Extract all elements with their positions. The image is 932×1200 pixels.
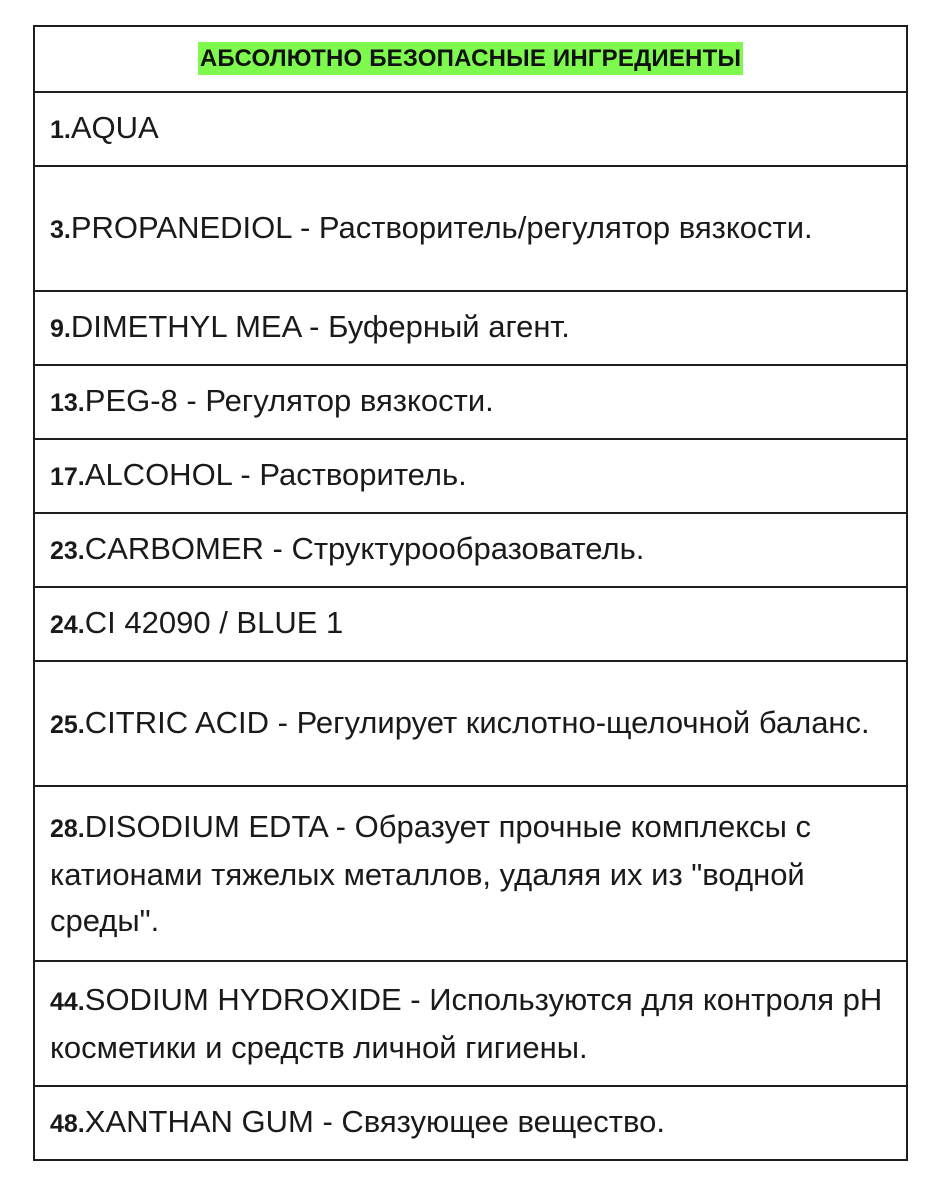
ingredient-cell: [34, 661, 907, 786]
table-row: [34, 1086, 907, 1160]
table-row: [34, 166, 907, 291]
ingredient-number: 9.: [50, 315, 71, 343]
ingredient-cell: [34, 166, 907, 291]
table-header-cell: [34, 26, 907, 92]
ingredient-text: CITRIC ACID - Регулирует кислотно-щелочной баланс.: [84, 704, 870, 740]
ingredient-text: CI 42090 / BLUE 1: [84, 605, 344, 640]
table-row: [34, 365, 907, 439]
table-header-row: [34, 26, 907, 92]
ingredient-number: 3.: [50, 215, 71, 244]
table-row: [34, 961, 907, 1086]
ingredient-cell: [34, 786, 907, 961]
ingredient-number: 24.: [50, 611, 85, 639]
ingredient-text: AQUA: [70, 110, 159, 145]
ingredient-number: 17.: [50, 463, 85, 491]
ingredient-cell: [34, 513, 907, 587]
ingredient-cell: [34, 439, 907, 513]
ingredient-number: 44.: [50, 987, 85, 1016]
table-row: [34, 587, 907, 661]
ingredient-cell: [34, 1086, 907, 1160]
table-title: АБСОЛЮТНО БЕЗОПАСНЫЕ ИНГРЕДИЕНТЫ: [198, 42, 743, 75]
ingredient-cell: [34, 961, 907, 1086]
ingredient-cell: [34, 92, 907, 166]
table-row: [34, 291, 907, 365]
ingredient-text: ALCOHOL - Растворитель.: [84, 457, 467, 492]
ingredient-text: XANTHAN GUM - Связующее вещество.: [84, 1104, 665, 1139]
ingredient-number: 23.: [50, 537, 85, 565]
ingredient-cell: [34, 587, 907, 661]
ingredient-cell: [34, 365, 907, 439]
table-row: [34, 661, 907, 786]
ingredient-text: DISODIUM EDTA - Образует прочные комплексы с катионами тяжелых металлов, удаляя их из "водной среды".: [50, 808, 812, 938]
table-row: [34, 513, 907, 587]
ingredient-number: 48.: [50, 1110, 85, 1138]
ingredient-text: PEG-8 - Регулятор вязкости.: [84, 383, 494, 418]
table-row: [34, 786, 907, 961]
ingredient-number: 13.: [50, 389, 85, 417]
table-row: [34, 92, 907, 166]
ingredient-cell: [34, 291, 907, 365]
ingredient-text: PROPANEDIOL - Растворитель/регулятор вязкости.: [70, 209, 813, 245]
ingredient-text: DIMETHYL MEA - Буферный агент.: [70, 309, 570, 344]
ingredients-table: [33, 25, 908, 1161]
ingredient-number: 28.: [50, 814, 85, 843]
ingredient-text: CARBOMER - Структурообразователь.: [84, 531, 645, 566]
ingredient-text: SODIUM HYDROXIDE - Используются для контроля pH косметики и средств личной гигиены.: [50, 981, 883, 1065]
table-row: [34, 439, 907, 513]
ingredient-number: 1.: [50, 116, 71, 144]
ingredient-number: 25.: [50, 710, 85, 739]
